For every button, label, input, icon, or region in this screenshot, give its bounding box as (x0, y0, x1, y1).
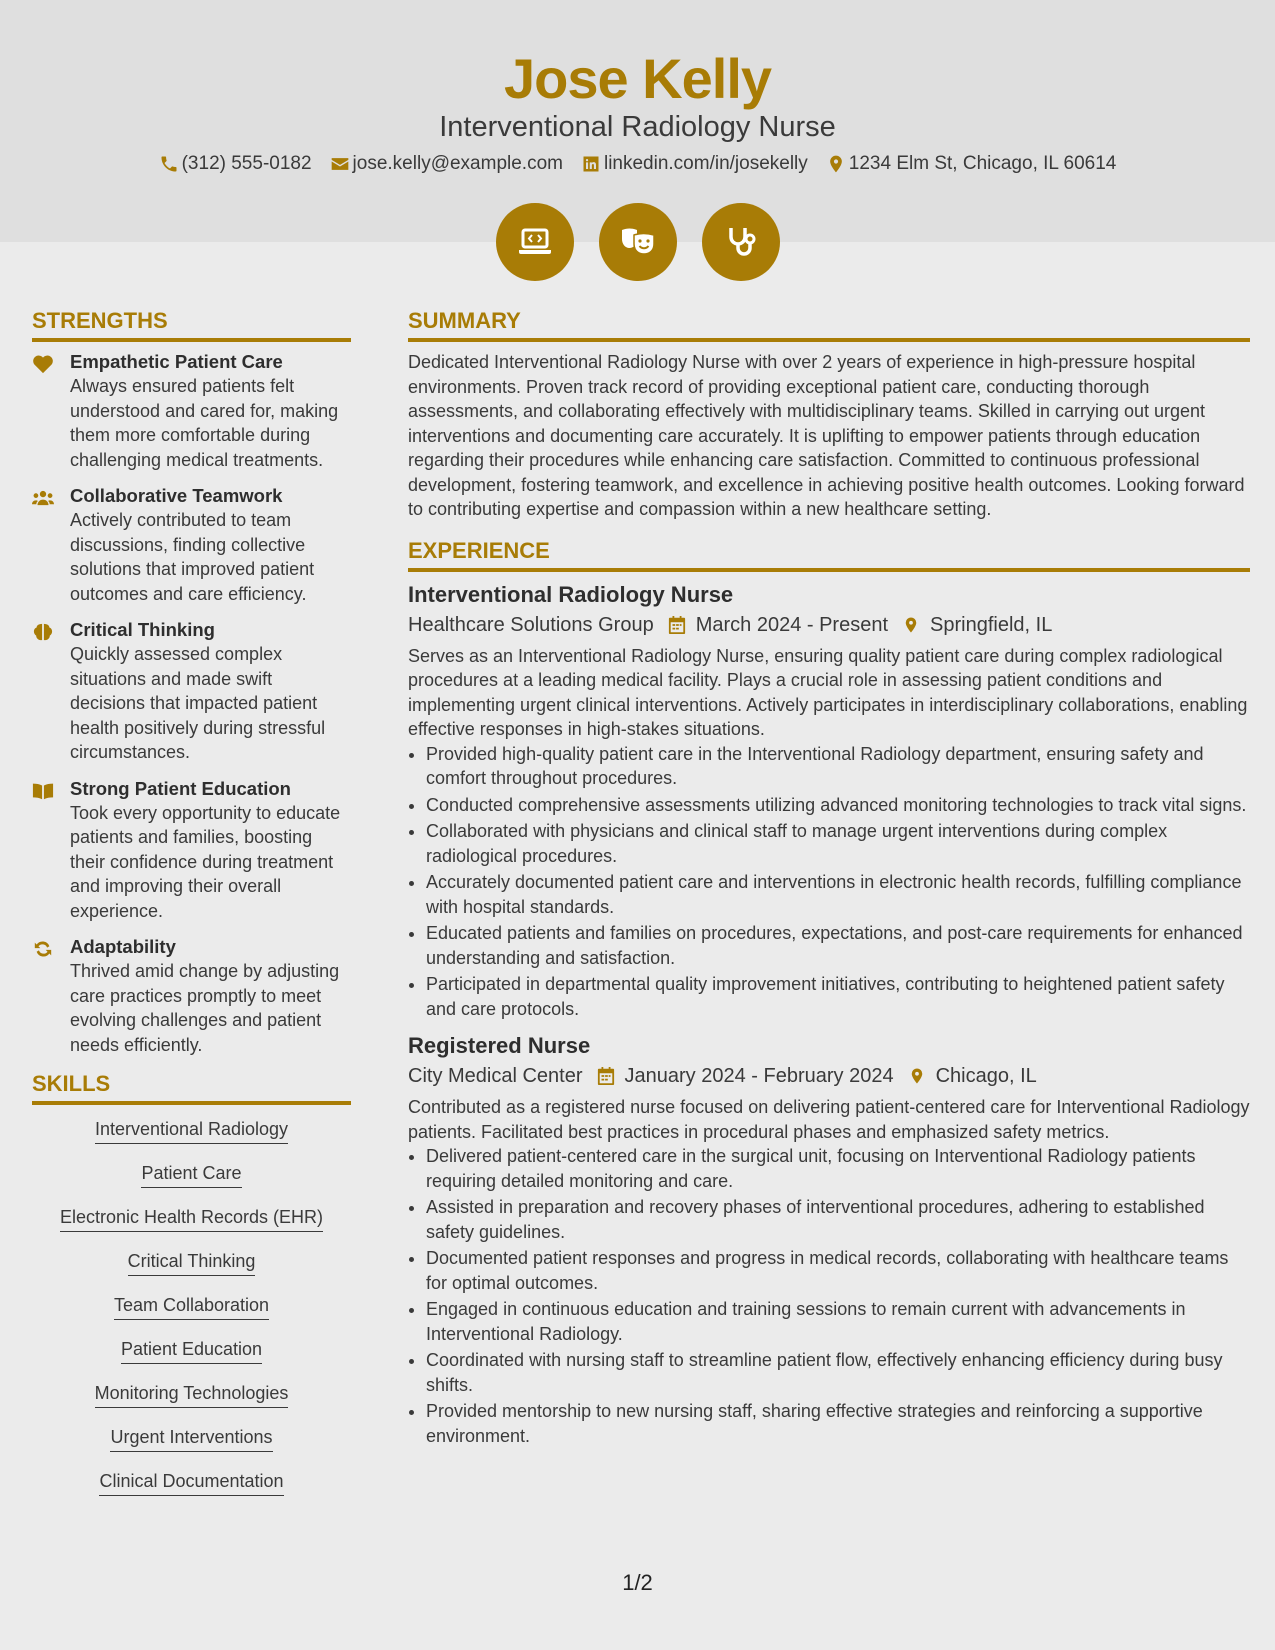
skill-tag: Patient Care (141, 1161, 241, 1188)
summary-text: Dedicated Interventional Radiology Nurse with over 2 years of experience in high-pressure hospital environments. Proven track record of providing exceptional patient care, conducting thorough assessments, and collaborating effectively with multidisciplinary teams. Skilled in carrying out urgent interventions and documenting care accurately. It is uplifting to empower patients through education regarding their procedures while enhancing care satisfaction. Committed to continuous professional development, fostering teamwork, and excellence in achieving positive health outcomes. Looking forward to contributing expertise and compassion within a new healthcare setting. (408, 352, 1245, 519)
theater-masks-icon (618, 222, 658, 262)
calendar-icon (668, 615, 686, 635)
contact-address (826, 152, 1117, 176)
job-bullets (408, 742, 1250, 1022)
skill-tag: Interventional Radiology (95, 1117, 288, 1144)
job-company: Healthcare Solutions Group (408, 613, 654, 636)
list-item: • Collaborated with physicians and clinical staff to manage urgent interventions during complex radiological procedures. (426, 819, 1250, 868)
strength-title: Adaptability (70, 936, 176, 957)
badge-stethoscope (702, 203, 780, 281)
icon-badges (0, 203, 1275, 281)
job-title: Interventional Radiology Nurse (408, 581, 734, 607)
skill-tag: Clinical Documentation (99, 1469, 283, 1496)
strength-desc: Always ensured patients felt understood and cared for, making them more comfortable during challenging medical treatments. (70, 376, 339, 470)
right-column (408, 306, 1250, 1458)
strength-desc: Thrived amid change by adjusting care practices promptly to meet evolving challenges and patient needs efficiently. (70, 961, 340, 1055)
stethoscope-icon (721, 222, 761, 262)
job-bullets (408, 1144, 1250, 1448)
list-item: • Accurately documented patient care and interventions in electronic health records, fulfilling compliance with hospital standards. (426, 870, 1250, 919)
strength-title: Critical Thinking (70, 619, 215, 640)
strength-title: Empathetic Patient Care (70, 351, 283, 372)
job-location: Chicago, IL (935, 1065, 1037, 1087)
strength-desc: Took every opportunity to educate patients and families, boosting their confidence during treatment and improving their overall experience. (70, 802, 341, 921)
envelope-icon (330, 154, 350, 174)
left-column (32, 306, 351, 1513)
skill-tag: Patient Education (121, 1337, 262, 1364)
experience-heading: EXPERIENCE (408, 536, 1250, 572)
strength-item (32, 618, 351, 765)
strength-item (32, 484, 351, 606)
strength-desc: Quickly assessed complex situations and made swift decisions that impacted patient health positively during stressful circumstances. (70, 644, 326, 762)
job-meta (408, 1061, 1250, 1091)
contact-row (0, 152, 1275, 176)
job-meta (408, 610, 1250, 640)
calendar-icon (597, 1066, 615, 1086)
skills-list (32, 1113, 351, 1513)
skills-heading: SKILLS (32, 1069, 351, 1105)
strength-title: Strong Patient Education (70, 777, 291, 799)
refresh-icon (32, 939, 54, 959)
summary-heading: SUMMARY (408, 306, 1250, 342)
phone-icon (159, 154, 179, 174)
badge-masks (599, 203, 677, 281)
users-icon (32, 488, 54, 508)
brain-icon (32, 622, 54, 642)
list-item: • Participated in departmental quality improvement initiatives, contributing to heightened patient safety and care protocols. (426, 972, 1250, 1021)
linkedin-text[interactable]: linkedin.com/in/josekelly (603, 153, 808, 174)
skill-tag: Team Collaboration (114, 1293, 269, 1320)
map-pin-icon (902, 615, 920, 635)
candidate-title: Interventional Radiology Nurse (439, 111, 836, 143)
contact-linkedin[interactable] (581, 152, 808, 176)
job-location: Springfield, IL (930, 613, 1053, 636)
job-entry (408, 580, 1250, 1022)
skill-tag: Monitoring Technologies (95, 1381, 289, 1408)
list-item: • Educated patients and families on procedures, expectations, and post-care requirements for enhanced understanding and satisfaction. (426, 921, 1250, 970)
strength-item (32, 350, 351, 472)
list-item: • Documented patient responses and progress in medical records, collaborating with healthcare teams for optimal outcomes. (426, 1246, 1250, 1295)
list-item: • Assisted in preparation and recovery phases of interventional procedures, adhering to established safety guidelines. (426, 1195, 1250, 1244)
skill-tag: Electronic Health Records (EHR) (60, 1205, 323, 1232)
email-text[interactable]: jose.kelly@example.com (352, 153, 563, 174)
badge-laptop (496, 203, 574, 281)
strength-item (32, 935, 351, 1057)
candidate-name: Jose Kelly (503, 47, 772, 110)
job-description: Contributed as a registered nurse focused on delivering patient-centered care for Interventional Radiology patients. Facilitated best practices in procedural phases and emphasized safety metrics. (408, 1097, 1250, 1142)
strength-item (32, 777, 351, 924)
job-title: Registered Nurse (408, 1033, 591, 1058)
job-dates: March 2024 - Present (695, 613, 889, 636)
address-text: 1234 Elm St, Chicago, IL 60614 (848, 153, 1117, 174)
list-item: • Provided high-quality patient care in the Interventional Radiology department, ensuring safety and comfort throughout procedures. (426, 742, 1250, 791)
list-item: • Delivered patient-centered care in the surgical unit, focusing on Interventional Radiology patients requiring detailed monitoring and care. (426, 1144, 1250, 1193)
job-entry (408, 1031, 1250, 1448)
book-open-icon (32, 781, 54, 801)
list-item: • Provided mentorship to new nursing staff, sharing effective strategies and reinforcing a supportive environment. (426, 1399, 1250, 1448)
job-dates: January 2024 - February 2024 (624, 1065, 894, 1087)
map-pin-icon (908, 1066, 926, 1086)
list-item: • Engaged in continuous education and training sessions to remain current with advancements in Interventional Radiology. (426, 1297, 1250, 1346)
laptop-code-icon (515, 222, 555, 262)
page-number: 1/2 (622, 1570, 653, 1595)
contact-email[interactable] (330, 152, 563, 176)
linkedin-icon (581, 154, 601, 174)
map-pin-icon (826, 154, 846, 174)
contact-phone (159, 152, 312, 176)
list-item: • Conducted comprehensive assessments utilizing advanced monitoring technologies to track vital signs. (426, 793, 1250, 818)
phone-text: (312) 555-0182 (181, 153, 312, 174)
heart-icon (32, 354, 54, 374)
job-description: Serves as an Interventional Radiology Nurse, ensuring quality patient care during complex radiological procedures at a leading medical facility. Plays a crucial role in assessing patient conditions and implementing urgent clinical interventions. Actively participates in interdisciplinary collaborations, enabling effective responses in high-stakes situations. (408, 645, 1248, 739)
strength-title: Collaborative Teamwork (70, 485, 283, 506)
strength-desc: Actively contributed to team discussions, finding collective solutions that improved patient outcomes and care efficiency. (70, 510, 315, 604)
list-item: • Coordinated with nursing staff to streamline patient flow, effectively enhancing efficiency during busy shifts. (426, 1348, 1250, 1397)
strengths-heading: STRENGTHS (32, 306, 351, 342)
skill-tag: Critical Thinking (128, 1249, 256, 1276)
job-company: City Medical Center (408, 1065, 583, 1087)
skill-tag: Urgent Interventions (110, 1425, 272, 1452)
